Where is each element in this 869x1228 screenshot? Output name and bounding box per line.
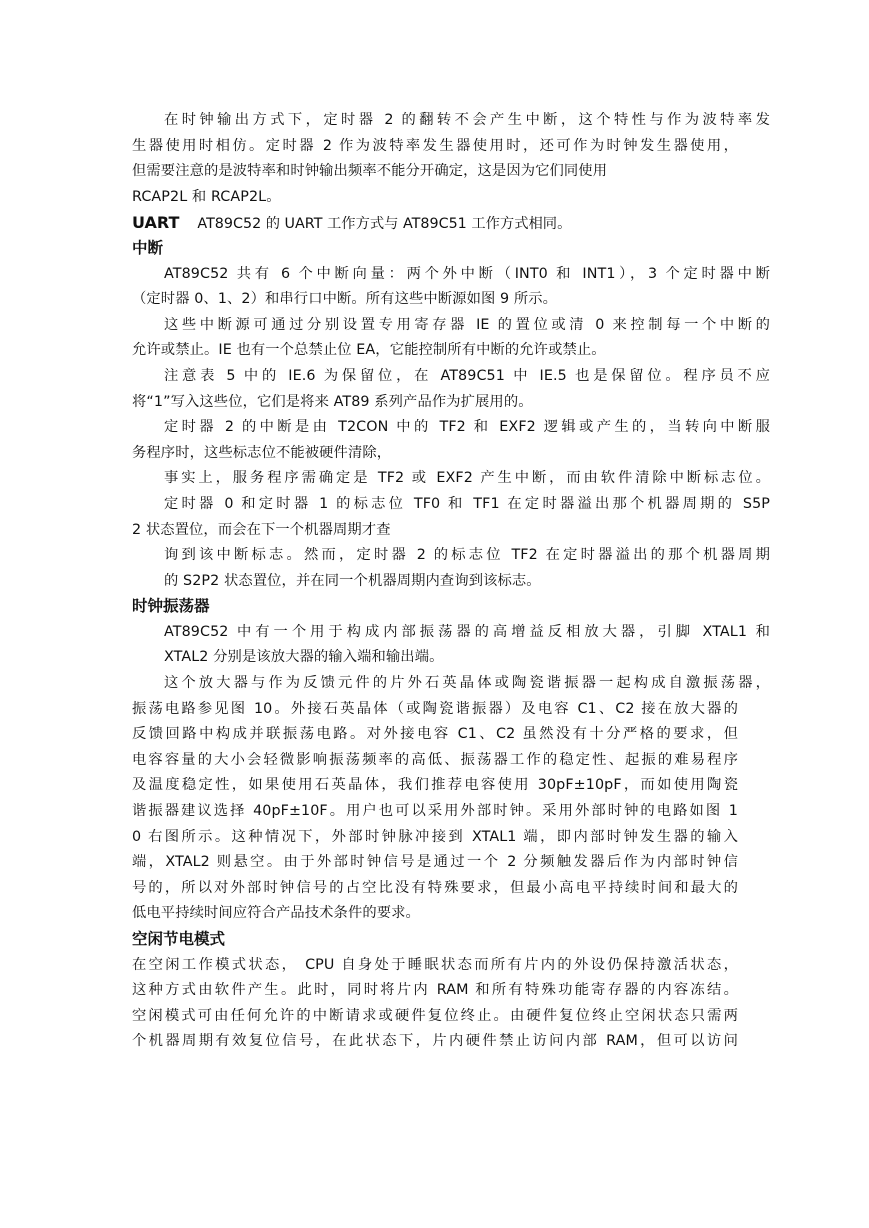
- section-heading-oscillator: 时钟振荡器: [132, 597, 210, 616]
- uart-paragraph: [132, 210, 738, 236]
- text-line: 务程序时，这些标志位不能被硬件清除，: [132, 444, 392, 461]
- text-line: 在时钟输出方式下，定时器 2 的翻转不会产生中断，这个特性与作为波特率发: [164, 112, 770, 128]
- text-line: 低电平持续时间应符合产品技术条件的要求。: [132, 905, 420, 922]
- uart-text: AT89C52 的 UART 工作方式与 AT89C51 工作方式相同。: [197, 216, 572, 233]
- text-line: 在空闲工作模式状态， CPU 自身处于睡眠状态而所有片内的外设仍保持激活状态，: [132, 956, 738, 973]
- text-line: 将“1”写入这些位，它们是将来 AT89 系列产品作为扩展用的。: [132, 393, 533, 410]
- text-line: 这个放大器与作为反馈元件的片外石英晶体或陶瓷谐振器一起构成自激振荡器，: [164, 675, 770, 692]
- text-line: 号的，所以对外部时钟信号的占空比没有特殊要求，但最小高电平持续时间和最大的: [132, 879, 738, 896]
- text-line: 定时器 0 和定时器 1 的标志位 TF0 和 TF1 在定时器溢出那个机器周期的 S5P: [164, 495, 770, 512]
- text-line: RCAP2L 和 RCAP2L。: [132, 188, 281, 205]
- text-line: 及温度稳定性，如果使用石英晶体，我们推荐电容使用 30pF±10pF，而如使用陶瓷: [132, 777, 738, 794]
- text-line: AT89C52 中有一个用于构成内部振荡器的高增益反相放大器，引脚 XTAL1 和: [164, 623, 770, 640]
- text-line: XTAL2 分别是该放大器的输入端和输出端。: [164, 649, 444, 666]
- text-line: 生器使用时相仿。定时器 2 作为波特率发生器使用时，还可作为时钟发生器使用，: [132, 137, 738, 154]
- text-line: 询到该中断标志。然而，定时器 2 的标志位 TF2 在定时器溢出的那个机器周期: [164, 547, 770, 564]
- text-line: 2 状态置位，而会在下一个机器周期才查: [132, 521, 391, 538]
- text-line: 这种方式由软件产生。此时，同时将片内 RAM 和所有特殊功能寄存器的内容冻结。: [132, 982, 738, 999]
- text-line: 事实上，服务程序需确定是 TF2 或 EXF2 产生中断，而由软件清除中断标志位。: [164, 470, 770, 487]
- text-line: 这些中断源可通过分别设置专用寄存器 IE 的置位或清 0 来控制每一个中断的: [164, 316, 770, 333]
- text-line: 的 S2P2 状态置位，并在同一个机器周期内查询到该标志。: [164, 572, 541, 589]
- text-line: 注意表 5 中的 IE.6 为保留位，在 AT89C51 中 IE.5 也是保留位。程序员不应: [164, 367, 770, 384]
- text-line: 谐振器建议选择 40pF±10F。用户也可以采用外部时钟。采用外部时钟的电路如图 1: [132, 803, 738, 820]
- text-line: （定时器 0、1、2）和串行口中断。所有这些中断源如图 9 所示。: [132, 291, 558, 308]
- section-heading-interrupt: 中断: [132, 238, 164, 257]
- text-line: 振荡电路参见图 10。外接石英晶体（或陶瓷谐振器）及电容 C1、C2 接在放大器的: [132, 700, 738, 717]
- text-line: 反馈回路中构成并联振荡电路。对外接电容 C1、C2 虽然没有十分严格的要求，但: [132, 726, 738, 743]
- uart-heading: UART: [132, 213, 180, 233]
- text-line: 0 右图所示。这种情况下，外部时钟脉冲接到 XTAL1 端，即内部时钟发生器的输入: [132, 828, 738, 845]
- text-line: 个机器周期有效复位信号，在此状态下，片内硬件禁止访问内部 RAM，但可以访问: [132, 1033, 738, 1050]
- text-line: 允许或禁止。IE 也有一个总禁止位 EA，它能控制所有中断的允许或禁止。: [132, 342, 606, 359]
- text-line: 定时器 2 的中断是由 T2CON 中的 TF2 和 EXF2 逻辑或产生的，当转向中断服: [164, 419, 770, 436]
- text-line: 电容容量的大小会轻微影响振荡频率的高低、振荡器工作的稳定性、起振的难易程序: [132, 751, 738, 768]
- text-line: 空闲模式可由任何允许的中断请求或硬件复位终止。由硬件复位终止空闲状态只需两: [132, 1007, 738, 1024]
- document-page: [132, 108, 770, 1055]
- text-line: 端，XTAL2 则悬空。由于外部时钟信号是通过一个 2 分频触发器后作为内部时钟信: [132, 854, 738, 871]
- section-heading-idle-mode: 空闲节电模式: [132, 930, 226, 948]
- text-line: 但需要注意的是波特率和时钟输出频率不能分开确定，这是因为它们同使用: [132, 163, 608, 180]
- text-line: AT89C52 共有 6 个中断向量：两个外中断（INT0 和 INT1），3 个定时器中断: [164, 265, 770, 282]
